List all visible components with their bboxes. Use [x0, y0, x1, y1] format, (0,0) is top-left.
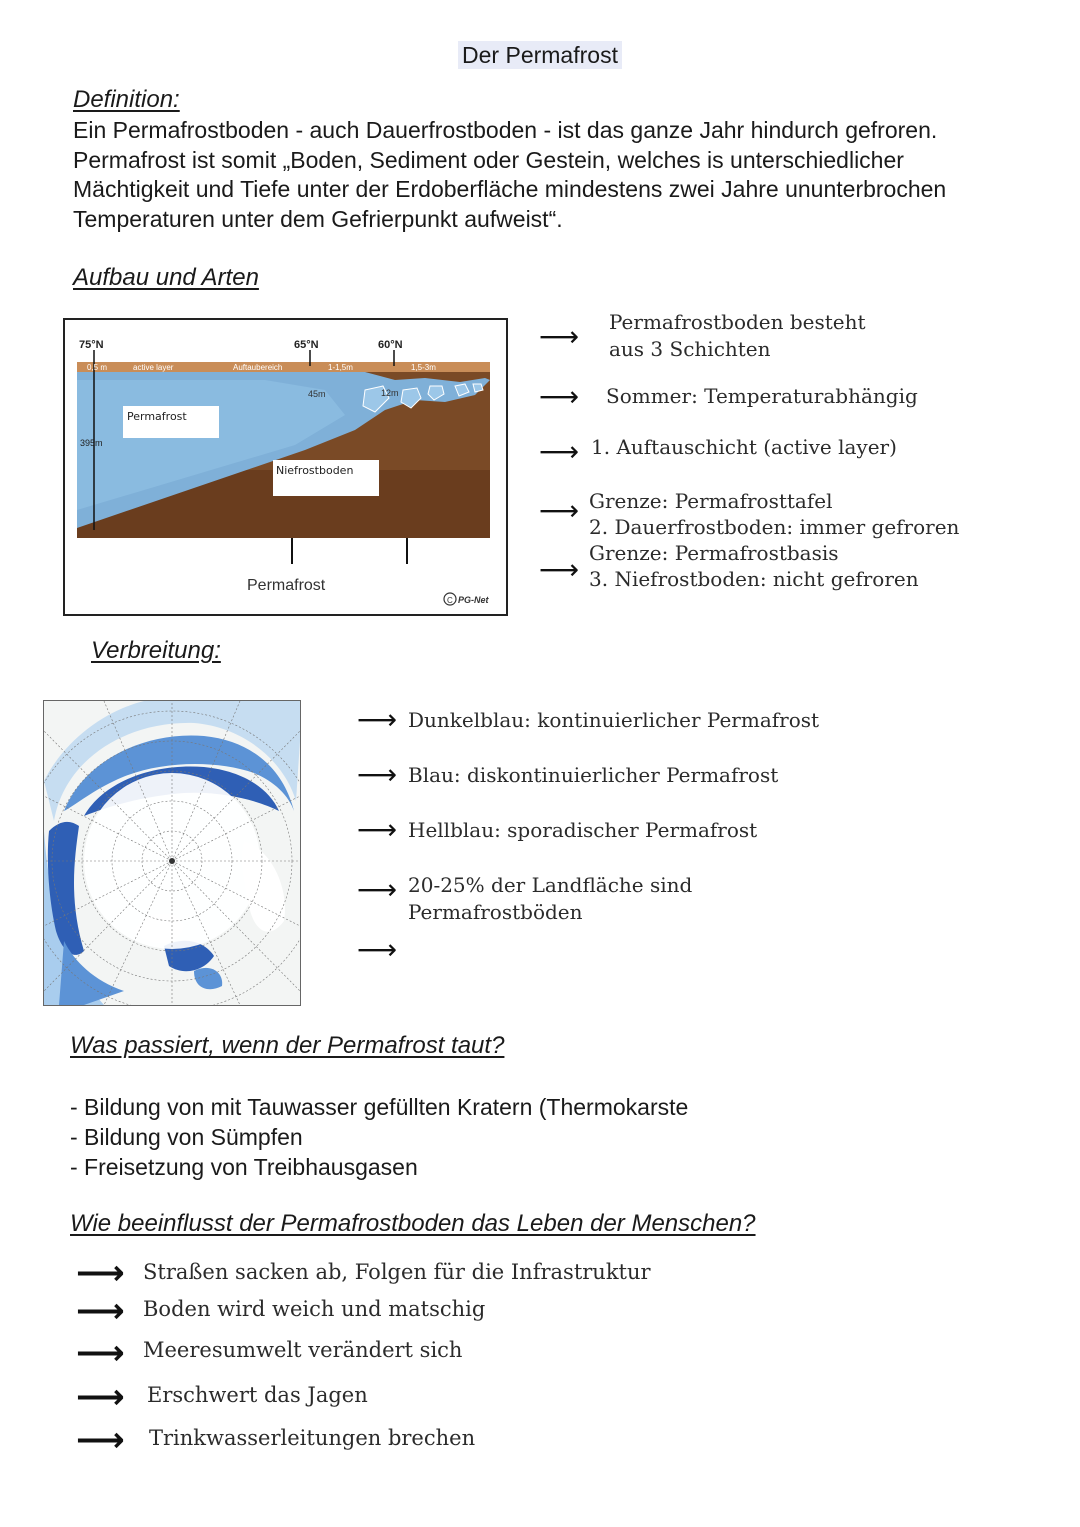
arrow-icon: ⟶ [357, 758, 398, 791]
arrow-icon: ⟶ [539, 494, 580, 527]
leben-item: Erschwert das Jagen [147, 1383, 368, 1407]
polar-projection-map [44, 701, 300, 1005]
aufbau-note: 1. Auftauschicht (active layer) [591, 435, 897, 459]
leben-item: Trinkwasserleitungen brechen [149, 1426, 476, 1450]
leben-item: Straßen sacken ab, Folgen für die Infrastruktur [143, 1260, 651, 1284]
niefrost-box-label: Niefrostboden [276, 464, 354, 477]
arrow-icon: ⟶ [357, 813, 398, 846]
depth-12-label: 12m [381, 388, 399, 398]
credit-label: PG-Net [458, 595, 489, 605]
range-2-label: 1,5-3m [411, 363, 436, 372]
arrow-icon: ⟶ [76, 1253, 125, 1293]
aufbau-note: Sommer: Temperaturabhängig [606, 384, 918, 408]
arrow-icon: ⟶ [539, 380, 580, 413]
range-1-label: 1-1,5m [328, 363, 353, 372]
arrow-icon: ⟶ [539, 553, 580, 586]
auftaubereich-label: Auftaubereich [233, 363, 283, 372]
aufbau-heading: Aufbau und Arten [73, 264, 259, 291]
permafrost-diagram [63, 318, 508, 616]
leben-item: Meeresumwelt verändert sich [143, 1338, 463, 1362]
lat-75-label: 75°N [79, 339, 104, 351]
verbreitung-note: Blau: diskontinuierlicher Permafrost [408, 763, 779, 787]
definition-line: Temperaturen unter dem Gefrierpunkt aufweist“. [73, 205, 563, 232]
list-item: - Bildung von mit Tauwasser gefüllten Kratern (Thermokarste [70, 1094, 689, 1120]
list-item: - Freisetzung von Treibhausgasen [70, 1154, 418, 1180]
leben-item: Boden wird weich und matschig [143, 1297, 486, 1321]
arrow-icon: ⟶ [539, 435, 580, 468]
definition-line: Mächtigkeit und Tiefe unter der Erdoberfläche mindestens zwei Jahre ununterbrochen [73, 176, 947, 202]
arrow-icon: ⟶ [76, 1377, 125, 1417]
depth-45-label: 45m [308, 389, 326, 399]
verbreitung-note: Hellblau: sporadischer Permafrost [408, 818, 758, 842]
taut-heading: Was passiert, wenn der Permafrost taut? [70, 1032, 505, 1059]
permafrost-cross-section [65, 320, 506, 614]
arrow-icon: ⟶ [357, 873, 398, 906]
arrow-icon: ⟶ [76, 1333, 125, 1373]
definition-heading: Definition: [73, 86, 180, 113]
aufbau-note: Permafrostboden besteht aus 3 Schichten [609, 310, 866, 361]
definition-text [73, 116, 1073, 234]
depth-395-label: 395m [80, 438, 103, 448]
depth-05-label: 0,5 m [87, 363, 108, 372]
leben-heading: Wie beeinflusst der Permafrostboden das Leben der Menschen? [70, 1210, 756, 1237]
arrow-icon: ⟶ [76, 1420, 125, 1460]
permafrost-bottom-label: Permafrost [247, 577, 326, 594]
page-title: Der Permafrost [0, 42, 1080, 69]
definition-line: Ein Permafrostboden - auch Dauerfrostboden - ist das ganze Jahr hindurch gefroren. [73, 117, 938, 143]
verbreitung-note: 20-25% der Landfläche sind Permafrostböden [408, 873, 693, 924]
permafrost-box-label: Permafrost [127, 410, 187, 423]
svg-text:C: C [447, 596, 453, 605]
taut-list [70, 1092, 688, 1182]
lat-65-label: 65°N [294, 339, 319, 351]
aufbau-note: Grenze: Permafrosttafel 2. Dauerfrostboden: immer gefroren Grenze: Permafrostbasis 3. Niefrostboden: nicht gefroren [589, 489, 960, 591]
list-item: - Bildung von Sümpfen [70, 1124, 303, 1150]
arrow-icon: ⟶ [76, 1291, 125, 1331]
arrow-icon: ⟶ [539, 320, 580, 353]
definition-line: Permafrost ist somit „Boden, Sediment oder Gestein, welches is unterschiedlicher [73, 146, 904, 173]
verbreitung-note: Dunkelblau: kontinuierlicher Permafrost [408, 708, 820, 732]
permafrost-map [43, 700, 301, 1006]
arrow-icon: ⟶ [357, 933, 398, 966]
arrow-icon: ⟶ [357, 703, 398, 736]
active-layer-label: active layer [133, 363, 174, 372]
lat-60-label: 60°N [378, 339, 403, 351]
verbreitung-heading: Verbreitung: [91, 637, 221, 664]
